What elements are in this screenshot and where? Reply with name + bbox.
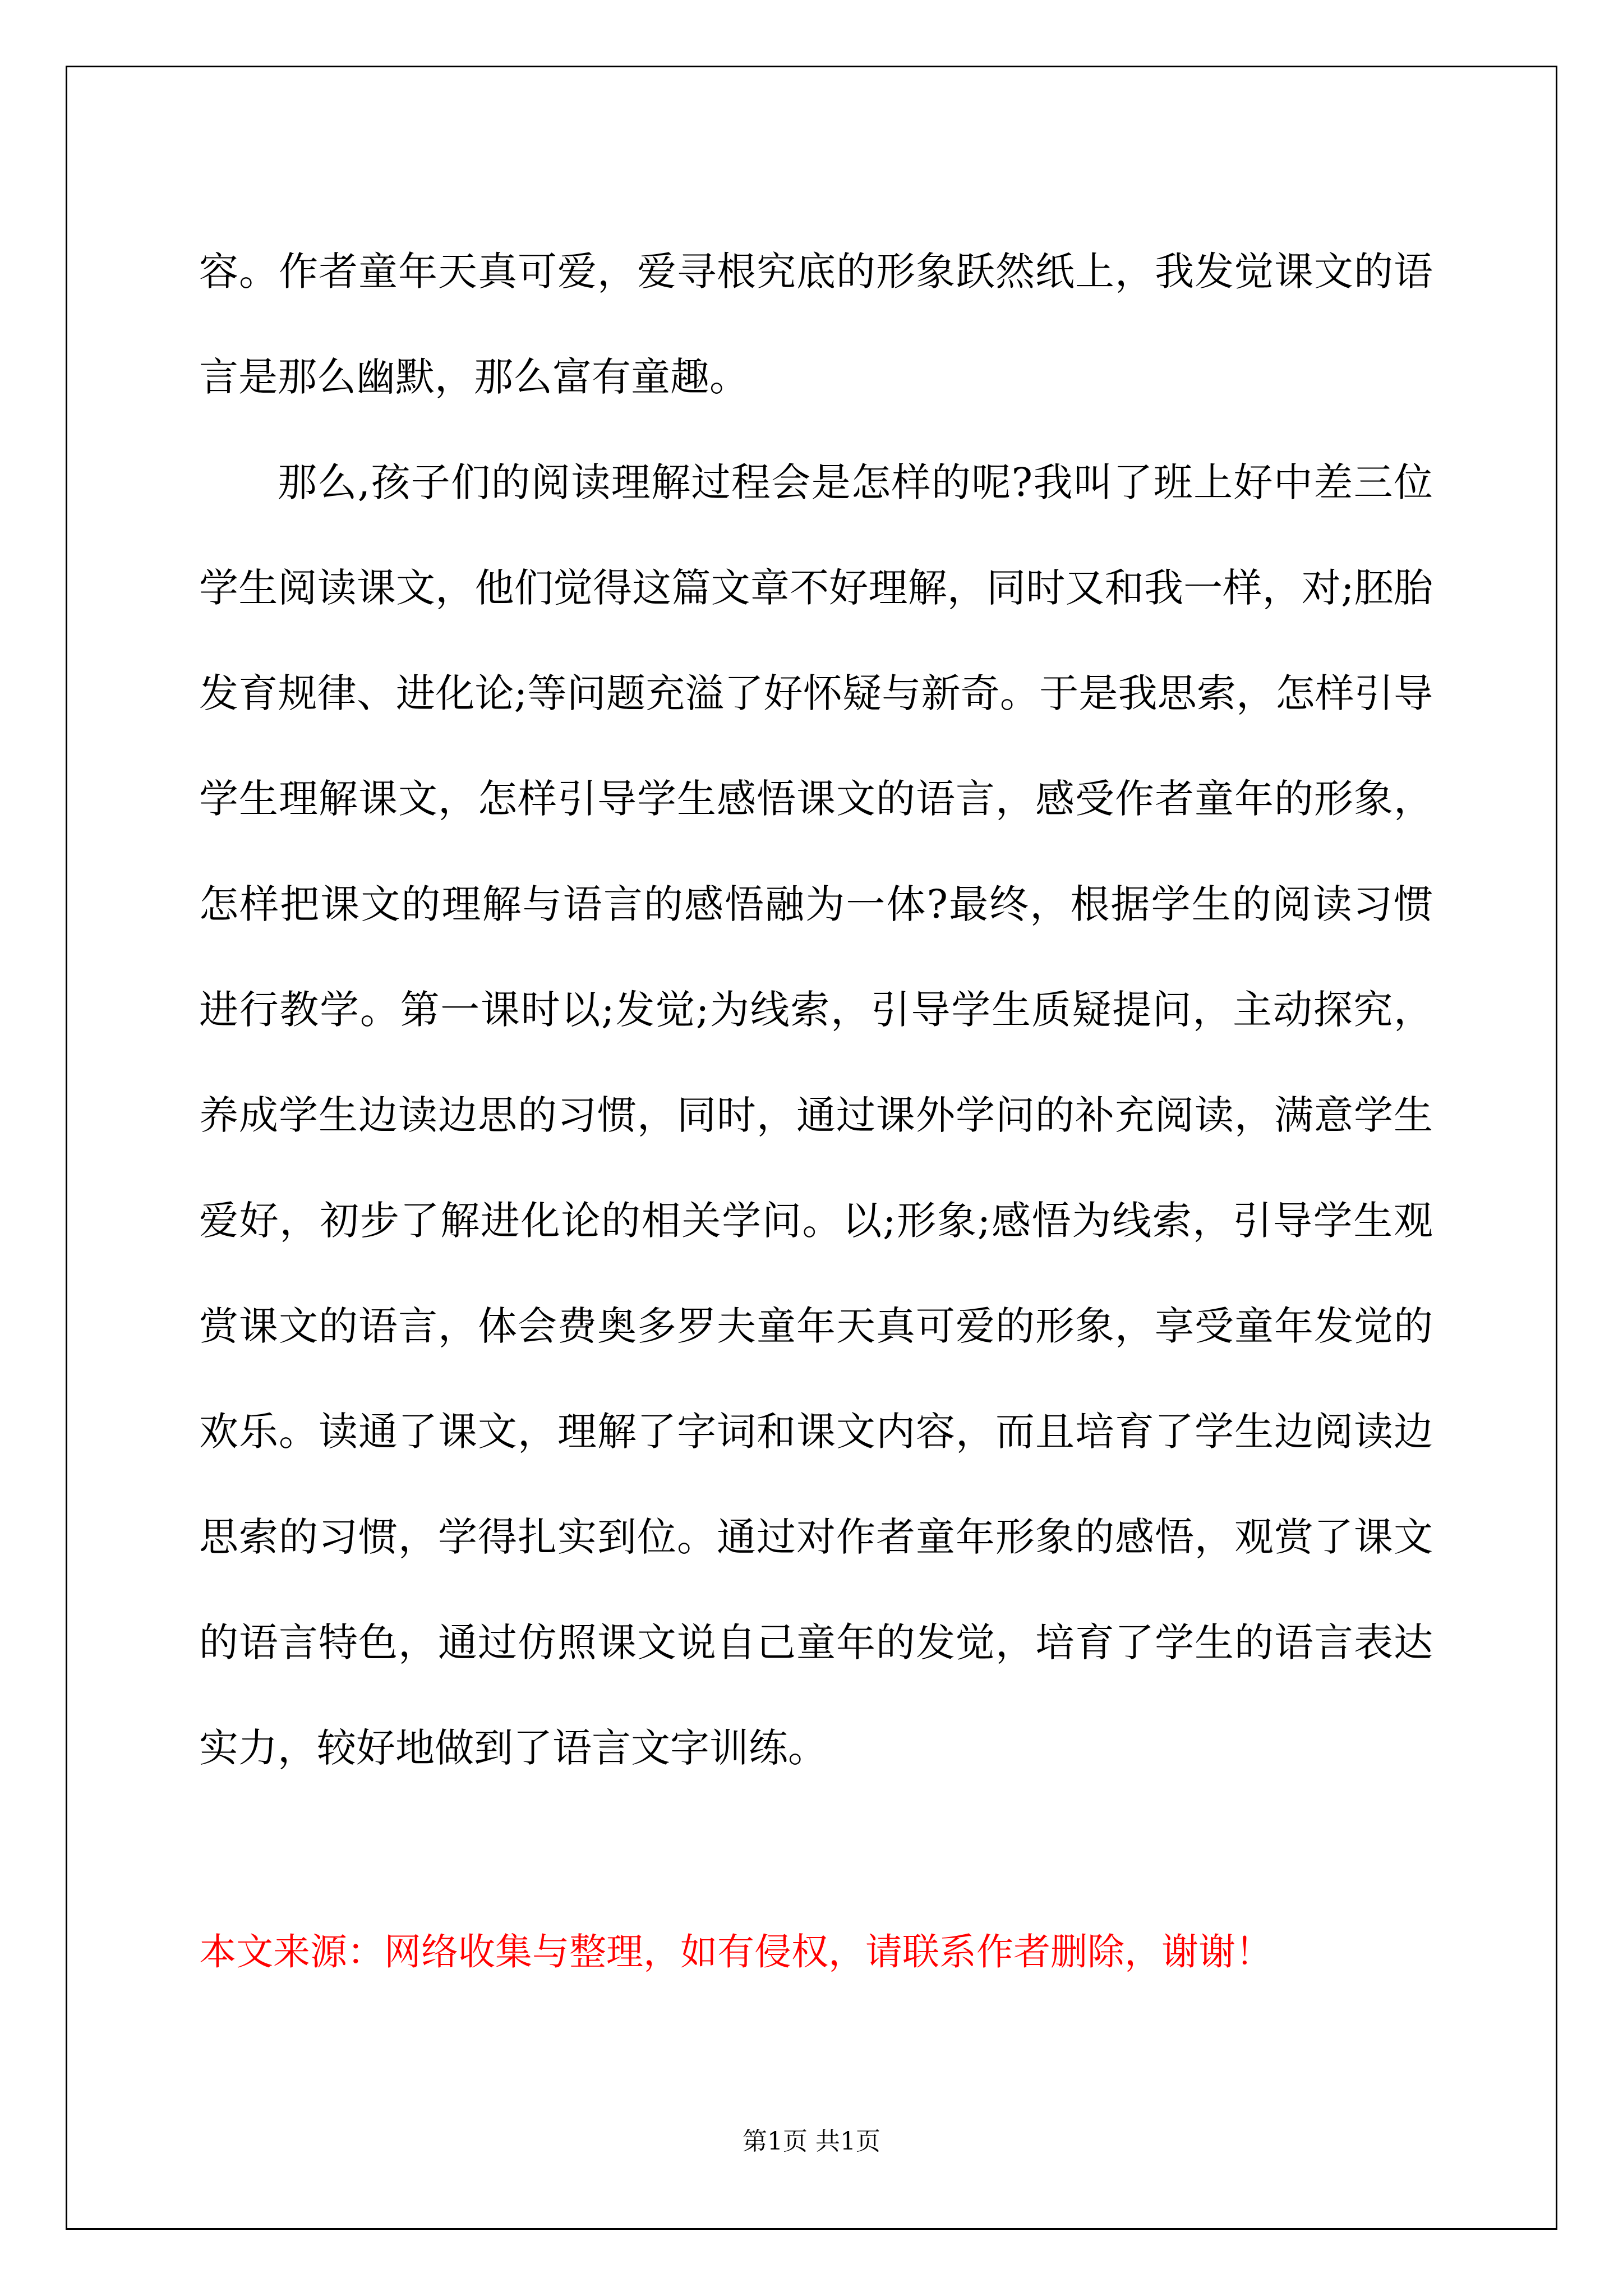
document-body <box>199 219 1433 1801</box>
paragraph-2: 那么,孩子们的阅读理解过程会是怎样的呢?我叫了班上好中差三位学生阅读课文，他们觉得这篇文章不好理解，同时又和我一样，对;胚胎发育规律、进化论;等问题充溢了好怀疑与新奇。于是我思索，怎样引导学生理解课文，怎样引导学生感悟课文的语言，感受作者童年的形象，怎样把课文的理解与语言的感悟融为一体?最终，根据学生的阅读习惯进行教学。第一课时以;发觉;为线索，引导学生质疑提问，主动探究，养成学生边读边思的习惯，同时，通过课外学问的补充阅读，满意学生爱好，初步了解进化论的相关学问。以;形象;感悟为线索，引导学生观赏课文的语言，体会费奥多罗夫童年天真可爱的形象，享受童年发觉的欢乐。读通了课文，理解了字词和课文内容，而且培育了学生边阅读边思索的习惯，学得扎实到位。通过对作者童年形象的感悟，观赏了课文的语言特色，通过仿照课文说自己童年的发觉，培育了学生的语言表达实力，较好地做到了语言文字训练。 <box>199 459 1433 1771</box>
paragraph-1: 容。作者童年天真可爱，爱寻根究底的形象跃然纸上，我发觉课文的语言是那么幽默，那么富有童趣。 <box>199 249 1433 400</box>
source-note: 本文来源：网络收集与整理，如有侵权，请联系作者删除，谢谢！ <box>199 1930 1272 1973</box>
page-footer: 第1页 共1页 <box>743 2127 880 2156</box>
